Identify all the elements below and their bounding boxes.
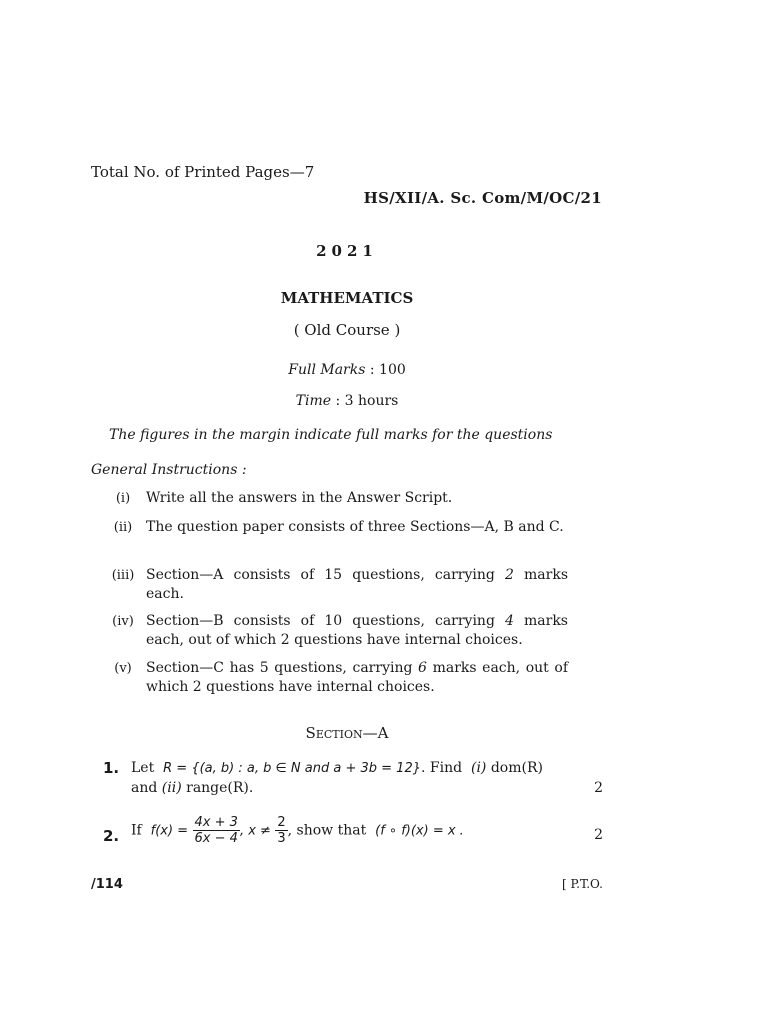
subject-title: MATHEMATICS (280, 289, 414, 307)
instruction-item (106, 612, 568, 650)
full-marks-label: Full Marks (288, 362, 366, 378)
time-label: Time (295, 393, 332, 409)
instruction-text: Section—C has 5 questions, carrying 6 marks each, out of which 2 questions have internal choices. (146, 660, 568, 695)
paper-code: HS/XII/A. Sc. Com/M/OC/21 (363, 189, 602, 207)
instruction-number: (ii) (113, 520, 133, 535)
instruction-item (106, 659, 568, 697)
full-marks (0, 362, 694, 378)
question-marks: 2 (594, 780, 603, 796)
instruction-item (106, 518, 568, 537)
instruction-text: The question paper consists of three Sections—A, B and C. (146, 519, 564, 535)
instruction-number: (v) (114, 661, 132, 676)
question-text-continued: and (ii) range(R). (131, 780, 254, 796)
exam-year: 2021 (316, 242, 378, 260)
instruction-number: (iv) (112, 614, 134, 629)
question-number: 2. (103, 827, 120, 845)
time-value: : 3 hours (331, 393, 399, 409)
instruction-text: Section—A consists of 15 questions, carrying 2 marks each. (146, 567, 568, 602)
question-marks: 2 (594, 827, 603, 843)
instruction-text: Write all the answers in the Answer Script. (146, 490, 453, 506)
composition: (f ∘ f)(x) = x . (375, 823, 464, 839)
instruction-item (106, 566, 568, 604)
course-label: ( Old Course ) (293, 321, 401, 339)
section-heading: Section—A (305, 724, 389, 742)
total-printed-pages: Total No. of Printed Pages—7 (91, 163, 315, 181)
margin-marks-note: The figures in the margin indicate full marks for the questions (109, 427, 553, 443)
question-number: 1. (103, 759, 120, 777)
full-marks-value: : 100 (365, 362, 406, 378)
function-definition: f(x) = (150, 823, 189, 839)
fraction: $\frac{4x + 3}{6x - 4}$ (194, 815, 238, 846)
footer-code: /114 (91, 877, 123, 892)
instruction-item (106, 489, 568, 508)
instruction-number: (iii) (111, 568, 135, 583)
footer-pto: [ P.T.O. (562, 877, 603, 891)
instruction-number: (i) (115, 491, 131, 506)
instruction-text: Section—B consists of 10 questions, carrying 4 marks each, out of which 2 questions have internal choices. (146, 613, 568, 648)
set-definition: R = {(a, b) : a, b ∈ N and a + 3b = 12} (163, 761, 421, 776)
general-instructions-heading: General Instructions : (91, 462, 247, 478)
question-text: Let R = {(a, b) : a, b ∈ N and a + 3b = 12}. Find (i) dom(R) (131, 760, 543, 776)
question-text: If f(x) = $\frac{4x + 3}{6x - 4}$ , x ≠ $\frac{2}{3}$ , show that (f ∘ f)(x) = x . (131, 815, 464, 846)
time-allowed (0, 393, 694, 409)
fraction: $\frac{2}{3}$ (277, 815, 286, 846)
